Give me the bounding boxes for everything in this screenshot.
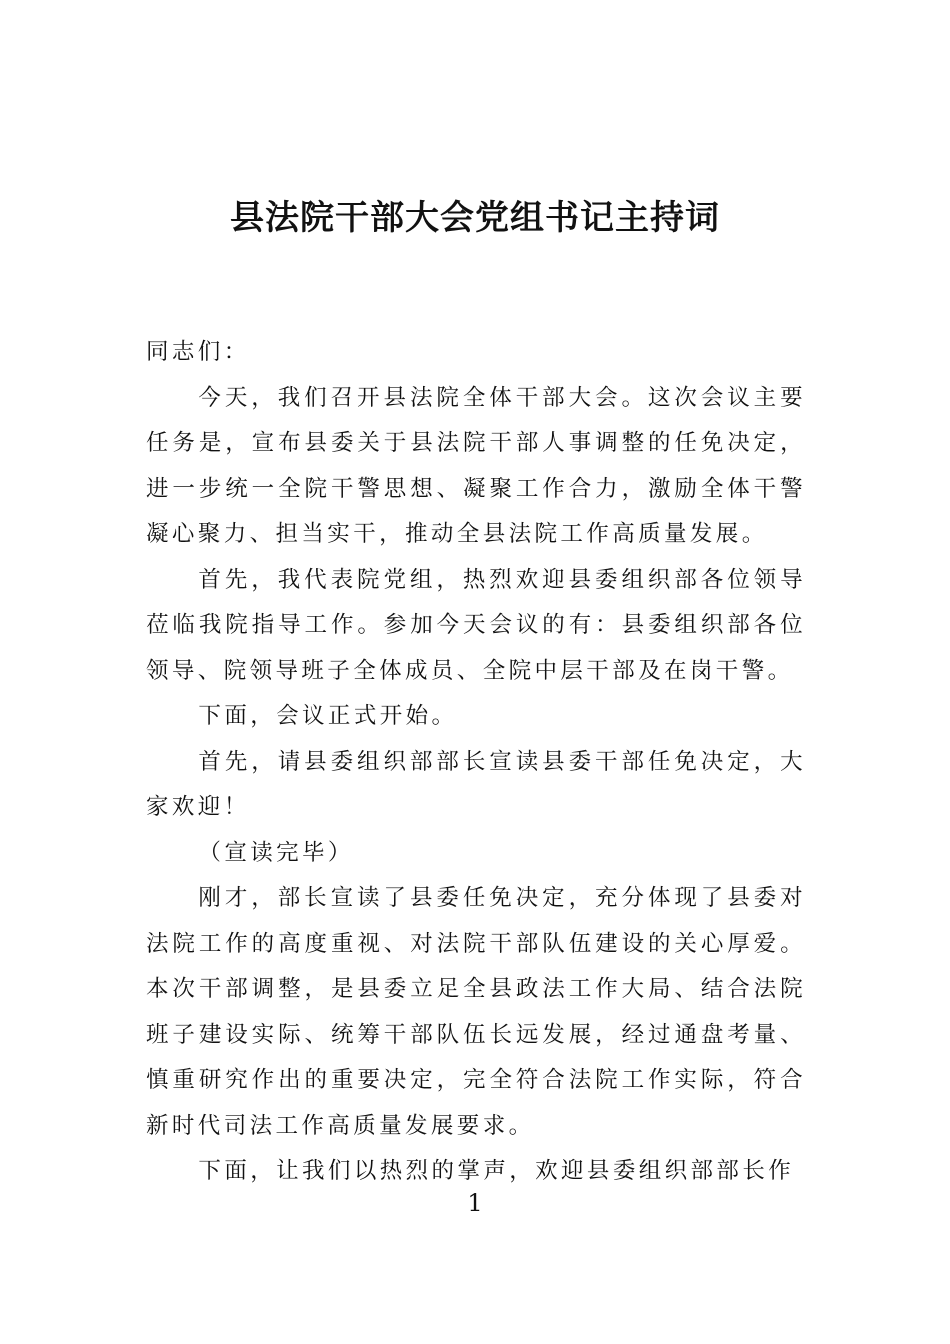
paragraph-remarks: 刚才，部长宣读了县委任免决定，充分体现了县委对法院工作的高度重视、对法院干部队伍建设的关心厚爱。本次干部调整，是县委立足全县政法工作大局、结合法院班子建设实际、统筹干部队伍长远发展，经过通盘考量、慎重研究作出的重要决定，完全符合法院工作实际，符合新时代司法工作高质量发展要求。 xyxy=(146,885,806,1139)
document-body xyxy=(146,330,806,1195)
paragraph-opening: 今天，我们召开县法院全体干部大会。这次会议主要任务是，宣布县委关于县法院干部人事调整的任免决定，进一步统一全院干警思想、凝聚工作合力，激励全体干警凝心聚力、担当实干，推动全县法院工作高质量发展。 xyxy=(146,384,806,547)
document-title: 县法院干部大会党组书记主持词 xyxy=(230,198,720,238)
paragraph-reading-complete: （宣读完毕） xyxy=(198,839,354,866)
page-number: 1 xyxy=(467,1189,483,1217)
paragraph-meeting-start: 下面，会议正式开始。 xyxy=(198,703,458,729)
paragraph-next-speaker: 下面，让我们以热烈的掌声，欢迎县委组织部部长作 xyxy=(198,1158,795,1184)
paragraph-welcome: 首先，我代表院党组，热烈欢迎县委组织部各位领导莅临我院指导工作。参加今天会议的有：县委组织部各位领导、院领导班子全体成员、全院中层干部及在岗干警。 xyxy=(146,566,806,684)
salutation: 同志们： xyxy=(146,339,250,365)
paragraph-reading-request: 首先，请县委组织部部长宣读县委干部任免决定，大家欢迎！ xyxy=(146,748,806,820)
